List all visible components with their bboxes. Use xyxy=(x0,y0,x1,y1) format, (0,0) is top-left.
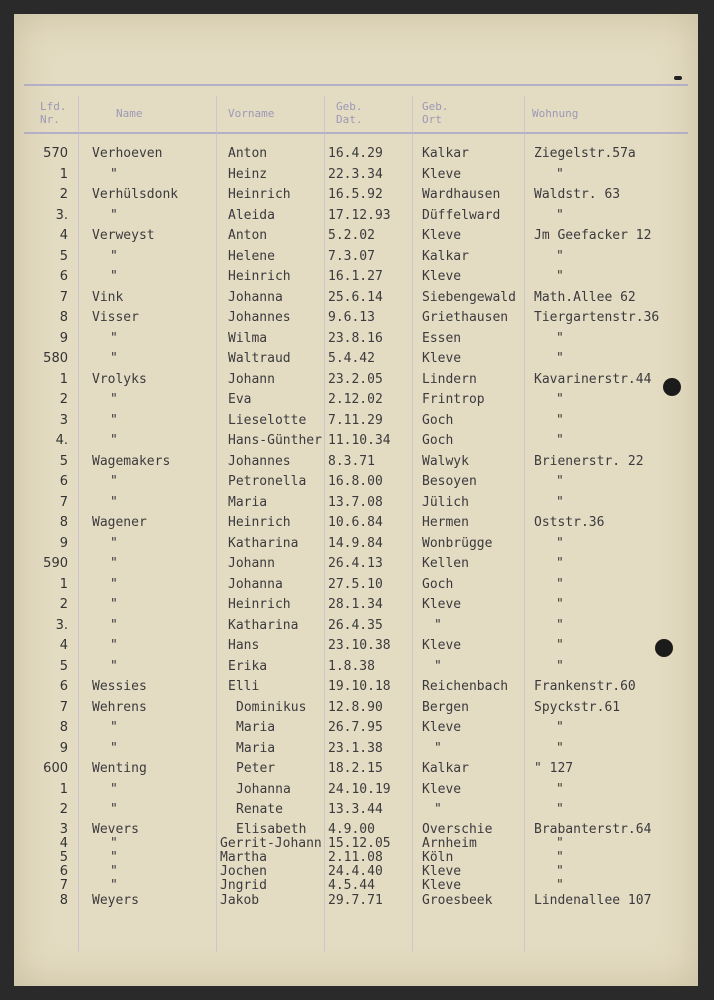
document-page xyxy=(14,14,698,986)
table-row xyxy=(14,331,698,351)
row-geb-ort: Essen xyxy=(422,330,462,346)
row-number: 8 xyxy=(59,893,68,908)
row-geb-ort: Arnheim xyxy=(422,836,477,851)
row-geb-dat: 26.7.95 xyxy=(328,720,383,735)
row-geb-dat: 16.8.00 xyxy=(328,474,383,489)
table-row xyxy=(14,679,698,699)
row-number: 580 xyxy=(43,351,68,366)
table-row xyxy=(14,618,698,638)
table-row xyxy=(14,146,698,166)
row-number: 6 xyxy=(59,864,68,879)
row-wohnung: Brabanterstr.64 xyxy=(534,822,652,837)
row-wohnung: " xyxy=(556,638,564,653)
row-number: 4. xyxy=(55,433,68,448)
row-vorname: Eva xyxy=(228,392,252,407)
row-wohnung: Frankenstr.60 xyxy=(534,679,636,694)
row-vorname: Johannes xyxy=(228,310,291,325)
row-vorname: Heinrich xyxy=(228,269,291,284)
row-name: Verhülsdonk xyxy=(92,187,179,202)
row-geb-dat: 8.3.71 xyxy=(328,453,375,469)
row-number: 8 xyxy=(59,720,68,735)
row-geb-dat: 17.12.93 xyxy=(328,207,391,223)
row-number: 5 xyxy=(59,453,68,469)
row-geb-ort: " xyxy=(434,658,442,674)
punch-hole xyxy=(655,639,673,657)
header-wohnung: Wohnung xyxy=(532,107,579,120)
row-geb-ort: Wonbrügge xyxy=(422,535,493,551)
row-vorname: Petronella xyxy=(228,474,307,489)
row-geb-ort: Kleve xyxy=(422,720,462,735)
row-name: " xyxy=(110,802,118,817)
row-name: Vink xyxy=(92,289,124,305)
row-wohnung: " xyxy=(556,878,564,893)
row-geb-ort: " xyxy=(434,617,442,633)
row-name: " xyxy=(110,556,118,571)
row-geb-ort: Goch xyxy=(422,576,454,592)
table-row xyxy=(14,290,698,310)
row-name: " xyxy=(110,878,118,893)
row-wohnung: " xyxy=(556,330,564,346)
row-name: " xyxy=(110,850,118,865)
row-number: 5 xyxy=(59,248,68,264)
row-wohnung: " xyxy=(556,474,564,489)
table-row xyxy=(14,208,698,228)
row-vorname: Jngrid xyxy=(220,878,267,893)
row-geb-ort: Hermen xyxy=(422,515,469,530)
table-row xyxy=(14,700,698,720)
table-row xyxy=(14,878,698,892)
row-number: 3 xyxy=(59,412,68,428)
row-number: 8 xyxy=(59,515,68,530)
row-geb-dat: 5.2.02 xyxy=(328,228,375,243)
row-name: " xyxy=(110,269,118,284)
row-geb-dat: 23.10.38 xyxy=(328,638,391,653)
row-wohnung: " xyxy=(556,740,564,756)
table-row xyxy=(14,864,698,878)
row-number: 600 xyxy=(43,761,68,776)
table-row xyxy=(14,536,698,556)
row-number: 590 xyxy=(43,556,68,571)
table-row xyxy=(14,659,698,679)
row-name: Visser xyxy=(92,310,139,325)
row-vorname: Heinz xyxy=(228,166,268,182)
row-name: " xyxy=(110,474,118,489)
row-wohnung: " xyxy=(556,802,564,817)
row-number: 4 xyxy=(59,228,68,243)
row-geb-ort: Griethausen xyxy=(422,310,509,325)
row-number: 2 xyxy=(59,187,68,202)
row-vorname: Anton xyxy=(228,228,268,243)
row-number: 1 xyxy=(59,576,68,592)
row-geb-dat: 22.3.34 xyxy=(328,166,383,182)
row-wohnung: " xyxy=(556,658,564,674)
row-number: 8 xyxy=(59,310,68,325)
row-wohnung: " xyxy=(556,836,564,851)
row-wohnung: Kavarinerstr.44 xyxy=(534,371,652,387)
row-name: " xyxy=(110,166,118,182)
row-name: Weyers xyxy=(92,893,139,908)
table-row xyxy=(14,597,698,617)
row-name: " xyxy=(110,597,118,612)
row-number: 2 xyxy=(59,392,68,407)
row-geb-dat: 14.9.84 xyxy=(328,535,383,551)
table-row xyxy=(14,433,698,453)
row-name: " xyxy=(110,248,118,264)
table-row xyxy=(14,310,698,330)
row-name: " xyxy=(110,392,118,407)
table-row xyxy=(14,167,698,187)
row-wohnung: " xyxy=(556,207,564,223)
row-vorname: Maria xyxy=(236,740,276,756)
table-row xyxy=(14,893,698,913)
row-vorname: Aleida xyxy=(228,207,275,223)
row-geb-dat: 18.2.15 xyxy=(328,761,383,776)
header-top-rule xyxy=(24,84,688,86)
row-geb-dat: 25.6.14 xyxy=(328,289,383,305)
row-number: 2 xyxy=(59,597,68,612)
row-geb-dat: 7.11.29 xyxy=(328,412,383,428)
header-lfd-nr: Lfd. Nr. xyxy=(40,100,67,126)
row-name: Verhoeven xyxy=(92,146,163,161)
row-number: 6 xyxy=(59,679,68,694)
row-name: " xyxy=(110,412,118,428)
row-number: 1 xyxy=(59,371,68,387)
row-geb-dat: 26.4.13 xyxy=(328,556,383,571)
row-vorname: Martha xyxy=(220,850,267,865)
row-name: Wevers xyxy=(92,822,139,837)
row-wohnung: " 127 xyxy=(534,761,574,776)
row-vorname: Waltraud xyxy=(228,351,291,366)
table-row xyxy=(14,454,698,474)
row-wohnung: " xyxy=(556,720,564,735)
row-vorname: Heinrich xyxy=(228,597,291,612)
row-geb-dat: 27.5.10 xyxy=(328,576,383,592)
row-name: " xyxy=(110,864,118,879)
table-row xyxy=(14,836,698,850)
row-vorname: Anton xyxy=(228,146,268,161)
row-wohnung: " xyxy=(556,392,564,407)
table-row xyxy=(14,741,698,761)
table-row xyxy=(14,372,698,392)
row-vorname: Maria xyxy=(228,494,268,510)
row-wohnung: " xyxy=(556,433,564,448)
row-geb-ort: Besoyen xyxy=(422,474,477,489)
row-number: 7 xyxy=(59,878,68,893)
row-wohnung: Math.Allee 62 xyxy=(534,289,636,305)
table-row xyxy=(14,228,698,248)
table-row xyxy=(14,577,698,597)
row-vorname: Heinrich xyxy=(228,515,291,530)
table-row xyxy=(14,392,698,412)
row-geb-ort: Kleve xyxy=(422,864,462,879)
row-vorname: Dominikus xyxy=(236,699,307,715)
row-geb-dat: 2.11.08 xyxy=(328,850,383,865)
row-geb-dat: 7.3.07 xyxy=(328,248,375,264)
row-wohnung: Spyckstr.61 xyxy=(534,699,621,715)
row-name: " xyxy=(110,576,118,592)
row-vorname: Hans xyxy=(228,638,260,653)
table-row xyxy=(14,413,698,433)
row-geb-ort: Kellen xyxy=(422,556,469,571)
row-name: Wagener xyxy=(92,515,147,530)
table-row xyxy=(14,556,698,576)
row-vorname: Johanna xyxy=(236,781,291,797)
row-number: 7 xyxy=(59,494,68,510)
row-name: " xyxy=(110,330,118,346)
row-geb-ort: Kleve xyxy=(422,351,462,366)
row-number: 2 xyxy=(59,802,68,817)
row-wohnung: " xyxy=(556,412,564,428)
row-geb-dat: 11.10.34 xyxy=(328,433,391,448)
row-wohnung: " xyxy=(556,597,564,612)
row-geb-dat: 10.6.84 xyxy=(328,515,383,530)
row-geb-ort: " xyxy=(434,802,442,817)
row-vorname: Peter xyxy=(236,761,276,776)
row-wohnung: " xyxy=(556,535,564,551)
row-geb-dat: 16.4.29 xyxy=(328,146,383,161)
row-geb-ort: " xyxy=(434,740,442,756)
row-geb-dat: 12.8.90 xyxy=(328,699,383,715)
row-geb-dat: 1.8.38 xyxy=(328,658,375,674)
row-number: 6 xyxy=(59,269,68,284)
row-wohnung: " xyxy=(556,781,564,797)
row-name: " xyxy=(110,638,118,653)
row-name: Wenting xyxy=(92,761,147,776)
row-vorname: Johannes xyxy=(228,453,291,469)
row-vorname: Erika xyxy=(228,658,268,674)
row-geb-dat: 9.6.13 xyxy=(328,310,375,325)
row-name: " xyxy=(110,207,118,223)
header-name: Name xyxy=(116,107,143,120)
row-wohnung: Waldstr. 63 xyxy=(534,187,621,202)
row-geb-dat: 29.7.71 xyxy=(328,893,383,908)
row-name: Verweyst xyxy=(92,228,155,243)
ink-mark xyxy=(674,76,682,80)
row-vorname: Helene xyxy=(228,248,275,264)
row-vorname: Elli xyxy=(228,679,260,694)
row-geb-dat: 24.10.19 xyxy=(328,781,391,797)
row-geb-ort: Goch xyxy=(422,433,454,448)
row-vorname: Johanna xyxy=(228,289,283,305)
table-row xyxy=(14,782,698,802)
row-geb-dat: 23.8.16 xyxy=(328,330,383,346)
row-name: Wagemakers xyxy=(92,453,171,469)
row-geb-ort: Goch xyxy=(422,412,454,428)
row-number: 4 xyxy=(59,836,68,851)
row-name: " xyxy=(110,740,118,756)
row-wohnung: " xyxy=(556,269,564,284)
row-number: 4 xyxy=(59,638,68,653)
header-vorname: Vorname xyxy=(228,107,275,120)
row-geb-dat: 13.3.44 xyxy=(328,802,383,817)
row-geb-ort: Overschie xyxy=(422,822,493,837)
row-geb-dat: 16.1.27 xyxy=(328,269,383,284)
row-name: Vrolyks xyxy=(92,371,147,387)
row-geb-dat: 23.2.05 xyxy=(328,371,383,387)
row-wohnung: " xyxy=(556,850,564,865)
table-row xyxy=(14,351,698,371)
table-row xyxy=(14,822,698,836)
row-vorname: Wilma xyxy=(228,330,268,346)
row-wohnung: Oststr.36 xyxy=(534,515,605,530)
row-wohnung: Ziegelstr.57a xyxy=(534,146,636,161)
row-geb-dat: 5.4.42 xyxy=(328,351,375,366)
row-vorname: Johann xyxy=(228,556,275,571)
row-number: 3. xyxy=(55,207,68,223)
header-geb-ort: Geb. Ort xyxy=(422,100,449,126)
row-number: 9 xyxy=(59,740,68,756)
row-vorname: Elisabeth xyxy=(236,822,307,837)
row-vorname: Maria xyxy=(236,720,276,735)
header-geb-dat: Geb. Dat. xyxy=(336,100,363,126)
table-row xyxy=(14,515,698,535)
row-wohnung: " xyxy=(556,864,564,879)
row-geb-ort: Kleve xyxy=(422,878,462,893)
row-number: 7 xyxy=(59,289,68,305)
row-geb-dat: 16.5.92 xyxy=(328,187,383,202)
row-vorname: Heinrich xyxy=(228,187,291,202)
row-geb-dat: 4.5.44 xyxy=(328,878,375,893)
row-number: 6 xyxy=(59,474,68,489)
row-name: Wessies xyxy=(92,679,147,694)
table-row xyxy=(14,495,698,515)
row-number: 3 xyxy=(59,822,68,837)
row-geb-ort: Jülich xyxy=(422,494,469,510)
row-wohnung: Jm Geefacker 12 xyxy=(534,228,652,243)
row-geb-dat: 15.12.05 xyxy=(328,836,391,851)
row-number: 1 xyxy=(59,781,68,797)
row-wohnung: " xyxy=(556,556,564,571)
row-vorname: Johann xyxy=(228,371,275,387)
row-name: " xyxy=(110,720,118,735)
row-number: 5 xyxy=(59,850,68,865)
row-vorname: Jochen xyxy=(220,864,267,879)
row-vorname: Gerrit-Johann xyxy=(220,836,322,851)
row-name: " xyxy=(110,494,118,510)
row-vorname: Jakob xyxy=(220,893,260,908)
row-vorname: Hans-Günther xyxy=(228,433,322,448)
row-number: 5 xyxy=(59,658,68,674)
table-row xyxy=(14,187,698,207)
row-geb-ort: Kalkar xyxy=(422,248,469,264)
row-geb-ort: Kalkar xyxy=(422,146,469,161)
table-row xyxy=(14,761,698,781)
table-row xyxy=(14,249,698,269)
row-geb-dat: 28.1.34 xyxy=(328,597,383,612)
row-wohnung: " xyxy=(556,494,564,510)
row-geb-ort: Wardhausen xyxy=(422,187,501,202)
row-geb-ort: Kleve xyxy=(422,638,462,653)
row-name: " xyxy=(110,781,118,797)
row-geb-ort: Walwyk xyxy=(422,453,469,469)
row-number: 7 xyxy=(59,699,68,715)
row-geb-dat: 13.7.08 xyxy=(328,494,383,510)
row-geb-dat: 2.12.02 xyxy=(328,392,383,407)
row-geb-dat: 26.4.35 xyxy=(328,617,383,633)
table-row xyxy=(14,720,698,740)
row-geb-ort: Düffelward xyxy=(422,207,501,223)
row-geb-ort: Kleve xyxy=(422,166,462,182)
table-row xyxy=(14,638,698,658)
row-geb-ort: Kleve xyxy=(422,228,462,243)
row-wohnung: " xyxy=(556,166,564,182)
row-geb-dat: 24.4.40 xyxy=(328,864,383,879)
row-geb-ort: Kleve xyxy=(422,269,462,284)
row-geb-ort: Kleve xyxy=(422,597,462,612)
row-geb-ort: Kalkar xyxy=(422,761,469,776)
table-row xyxy=(14,802,698,822)
row-number: 3. xyxy=(55,617,68,633)
table-row xyxy=(14,269,698,289)
row-wohnung: Tiergartenstr.36 xyxy=(534,310,660,325)
row-vorname: Lieselotte xyxy=(228,412,307,428)
row-number: 1 xyxy=(59,166,68,182)
row-wohnung: " xyxy=(556,617,564,633)
row-number: 9 xyxy=(59,330,68,346)
row-geb-ort: Lindern xyxy=(422,371,477,387)
row-geb-ort: Köln xyxy=(422,850,454,865)
row-geb-ort: Frintrop xyxy=(422,392,485,407)
row-vorname: Johanna xyxy=(228,576,283,592)
row-geb-dat: 23.1.38 xyxy=(328,740,383,756)
row-geb-ort: Bergen xyxy=(422,699,469,715)
punch-hole xyxy=(663,378,681,396)
row-number: 570 xyxy=(43,146,68,161)
row-geb-dat: 19.10.18 xyxy=(328,679,391,694)
row-name: " xyxy=(110,351,118,366)
row-geb-ort: Reichenbach xyxy=(422,679,509,694)
row-vorname: Renate xyxy=(236,802,283,817)
row-wohnung: " xyxy=(556,576,564,592)
table-row xyxy=(14,850,698,864)
row-wohnung: " xyxy=(556,351,564,366)
row-name: " xyxy=(110,433,118,448)
row-wohnung: Lindenallee 107 xyxy=(534,893,652,908)
row-geb-dat: 4.9.00 xyxy=(328,822,375,837)
row-name: " xyxy=(110,658,118,674)
row-geb-ort: Siebengewald xyxy=(422,289,516,305)
row-name: " xyxy=(110,836,118,851)
row-name: Wehrens xyxy=(92,699,147,715)
row-name: " xyxy=(110,535,118,551)
row-number: 9 xyxy=(59,535,68,551)
row-geb-ort: Kleve xyxy=(422,781,462,797)
row-wohnung: " xyxy=(556,248,564,264)
row-vorname: Katharina xyxy=(228,535,299,551)
row-wohnung: Brienerstr. 22 xyxy=(534,453,644,469)
row-name: " xyxy=(110,617,118,633)
row-geb-ort: Groesbeek xyxy=(422,893,493,908)
row-vorname: Katharina xyxy=(228,617,299,633)
table-row xyxy=(14,474,698,494)
